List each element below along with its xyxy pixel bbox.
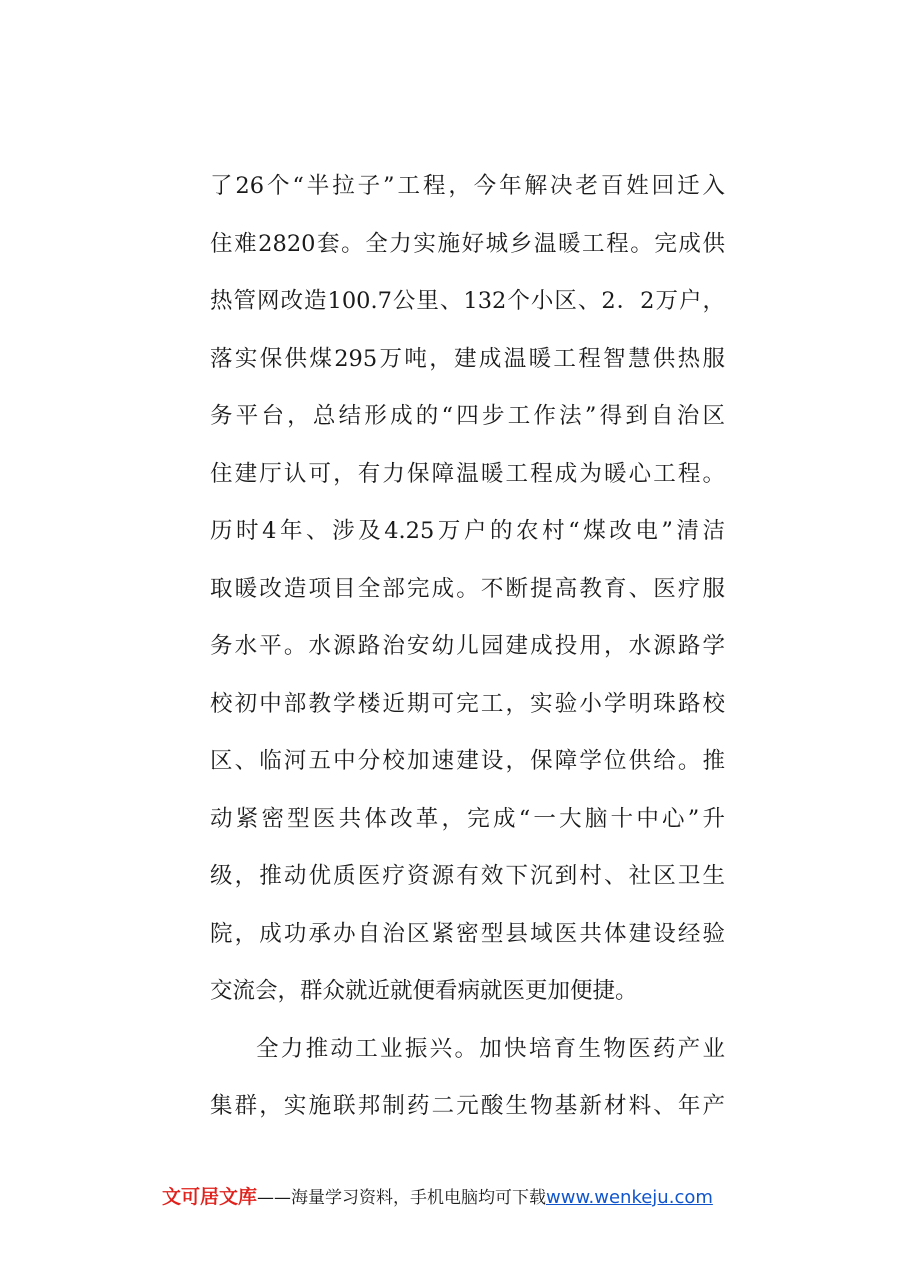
document-body <box>210 158 725 1136</box>
footer-tagline: ——海量学习资料，手机电脑均可下载 <box>257 1188 547 1208</box>
text-line: 级，推动优质医疗资源有效下沉到村、社区卫生 <box>210 863 725 889</box>
text-line: 区、临河五中分校加速建设，保障学位供给。推 <box>210 748 725 774</box>
text-line: 务平台，总结形成的“四步工作法”得到自治区 <box>210 403 725 429</box>
text-line: 了26个“半拉子”工程，今年解决老百姓回迁入 <box>210 173 725 199</box>
text-line: 取暖改造项目全部完成。不断提高教育、医疗服 <box>210 575 725 602</box>
text-line: 历时4年、涉及4.25万户的农村“煤改电”清洁 <box>210 518 725 544</box>
text-line: 务水平。水源路治安幼儿园建成投用，水源路学 <box>210 633 725 659</box>
brand-name: 文可居文库 <box>162 1186 258 1208</box>
website-link[interactable]: www.wenkeju.com <box>546 1187 713 1208</box>
text-line: 校初中部教学楼近期可完工，实验小学明珠路校 <box>210 690 725 717</box>
text-line: 动紧密型医共体改革，完成“一大脑十中心”升 <box>210 805 725 832</box>
paragraph-start-line: 全力推动工业振兴。加快培育生物医药产业 <box>256 1035 725 1062</box>
paragraph-end-line: 交流会，群众就近就便看病就医更加便捷。 <box>210 978 638 1004</box>
text-line: 住建厅认可，有力保障温暖工程成为暖心工程。 <box>210 460 725 487</box>
text-line: 院，成功承办自治区紧密型县域医共体建设经验 <box>210 920 725 947</box>
text-line: 热管网改造100.7公里、132个小区、2．2万户， <box>210 288 725 314</box>
text-line: 住难2820套。全力实施好城乡温暖工程。完成供 <box>210 230 725 257</box>
footer-banner <box>162 1182 782 1212</box>
text-line: 集群，实施联邦制药二元酸生物基新材料、年产 <box>210 1093 725 1119</box>
text-line: 落实保供煤295万吨，建成温暖工程智慧供热服 <box>210 345 725 372</box>
